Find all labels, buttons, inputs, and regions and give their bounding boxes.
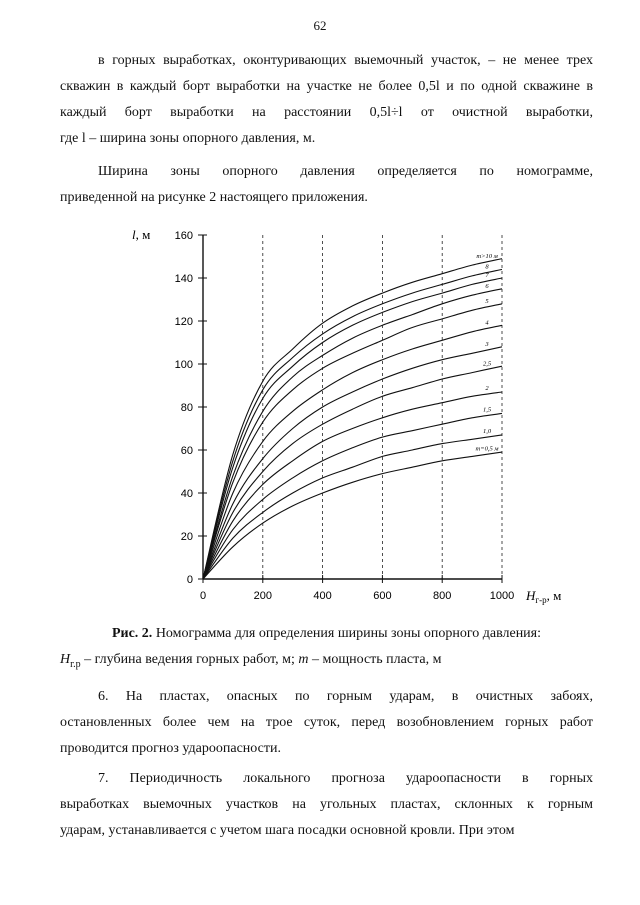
caption-text-part: – глубина ведения горных работ, м;: [80, 652, 299, 667]
caption-line-2: [60, 647, 593, 678]
x-axis-label-subscript: г-р: [535, 595, 547, 605]
text-line: где l – ширина зоны опорного давления, м.: [60, 131, 316, 146]
series-line: [203, 452, 502, 579]
y-tick-label: 20: [180, 531, 193, 543]
x-tick-label: 600: [373, 590, 392, 602]
x-axis-label-symbol: H: [526, 588, 536, 603]
series-label: 2,5: [482, 360, 492, 368]
series-label: 8: [485, 263, 489, 271]
series-label: 1,0: [482, 428, 492, 436]
series-line: [203, 289, 502, 579]
text-line: скважин в каждый борт выработки на участке не более 0,5l и по одной скважине в: [60, 79, 593, 94]
caption-text-part: H: [60, 652, 71, 667]
series-line: [203, 435, 502, 579]
series-line: [203, 366, 502, 579]
text-line: остановленных более чем на трое суток, перед возобновлением горных работ: [60, 715, 593, 730]
x-tick-label: 400: [313, 590, 332, 602]
x-tick-label: 200: [253, 590, 272, 602]
x-tick-label: 800: [433, 590, 452, 602]
caption-title: Номограмма для определения ширины зоны опорного давления:: [155, 626, 542, 641]
series-label: m=0,5 м: [475, 445, 499, 453]
x-tick-label: 1000: [489, 590, 515, 602]
y-tick-label: 0: [186, 574, 193, 586]
series-label: 6: [485, 282, 489, 290]
y-tick-label: 80: [180, 402, 193, 414]
nomogram-chart: [110, 218, 570, 613]
y-axis-label-unit: , м: [135, 227, 151, 242]
text-line: в горных выработках, оконтуривающих выемочный участок, – не менее трех: [98, 53, 593, 68]
y-tick-label: 60: [180, 445, 193, 457]
y-tick-label: 40: [180, 488, 193, 500]
caption-text-part: – мощность пласта, м: [308, 652, 442, 667]
series-label: 5: [485, 298, 489, 306]
series-label: m>10 м: [476, 252, 498, 260]
y-axis-label: [132, 227, 150, 242]
x-axis-label: [525, 588, 561, 605]
caption-text-part: m: [298, 652, 309, 667]
caption-line-1: [60, 621, 593, 647]
text-line: 7. Периодичность локального прогноза удароопасности в горных: [98, 771, 593, 786]
figure-caption: [60, 621, 593, 678]
caption-label: Рис. 2.: [111, 626, 153, 641]
series-line: [203, 269, 502, 579]
page-number: 62: [313, 18, 327, 33]
y-tick-label: 100: [174, 359, 193, 371]
y-tick-label: 120: [174, 316, 193, 328]
text-line: Ширина зоны опорного давления определяется по номограмме,: [98, 164, 593, 179]
series-label: 4: [485, 319, 489, 327]
caption-text-part: г.р: [70, 658, 81, 670]
series-label: 1,5: [482, 406, 492, 414]
series-label: 3: [485, 341, 489, 349]
series-line: [203, 325, 502, 579]
y-tick-label: 140: [174, 273, 193, 285]
text-line: ударам, устанавливается с учетом шага посадки основной кровли. При этом: [60, 823, 515, 838]
series-label: 7: [485, 272, 489, 280]
text-line: выработках выемочных участков на угольных пластах, склонных к горным: [60, 797, 593, 812]
text-line: проводится прогноз удароопасности.: [60, 741, 281, 756]
text-line: приведенной на рисунке 2 настоящего приложения.: [60, 190, 368, 205]
y-axis-label-symbol: l: [132, 227, 136, 242]
x-tick-label: 0: [199, 590, 207, 602]
x-axis-label-unit: , м: [546, 588, 562, 603]
text-line: 6. На пластах, опасных по горным ударам, в очистных забоях,: [98, 689, 593, 704]
y-tick-label: 160: [174, 230, 193, 242]
text-line: каждый борт выработки на расстоянии 0,5l÷l от очистной выработки,: [60, 105, 593, 120]
series-label: 2: [485, 385, 489, 393]
